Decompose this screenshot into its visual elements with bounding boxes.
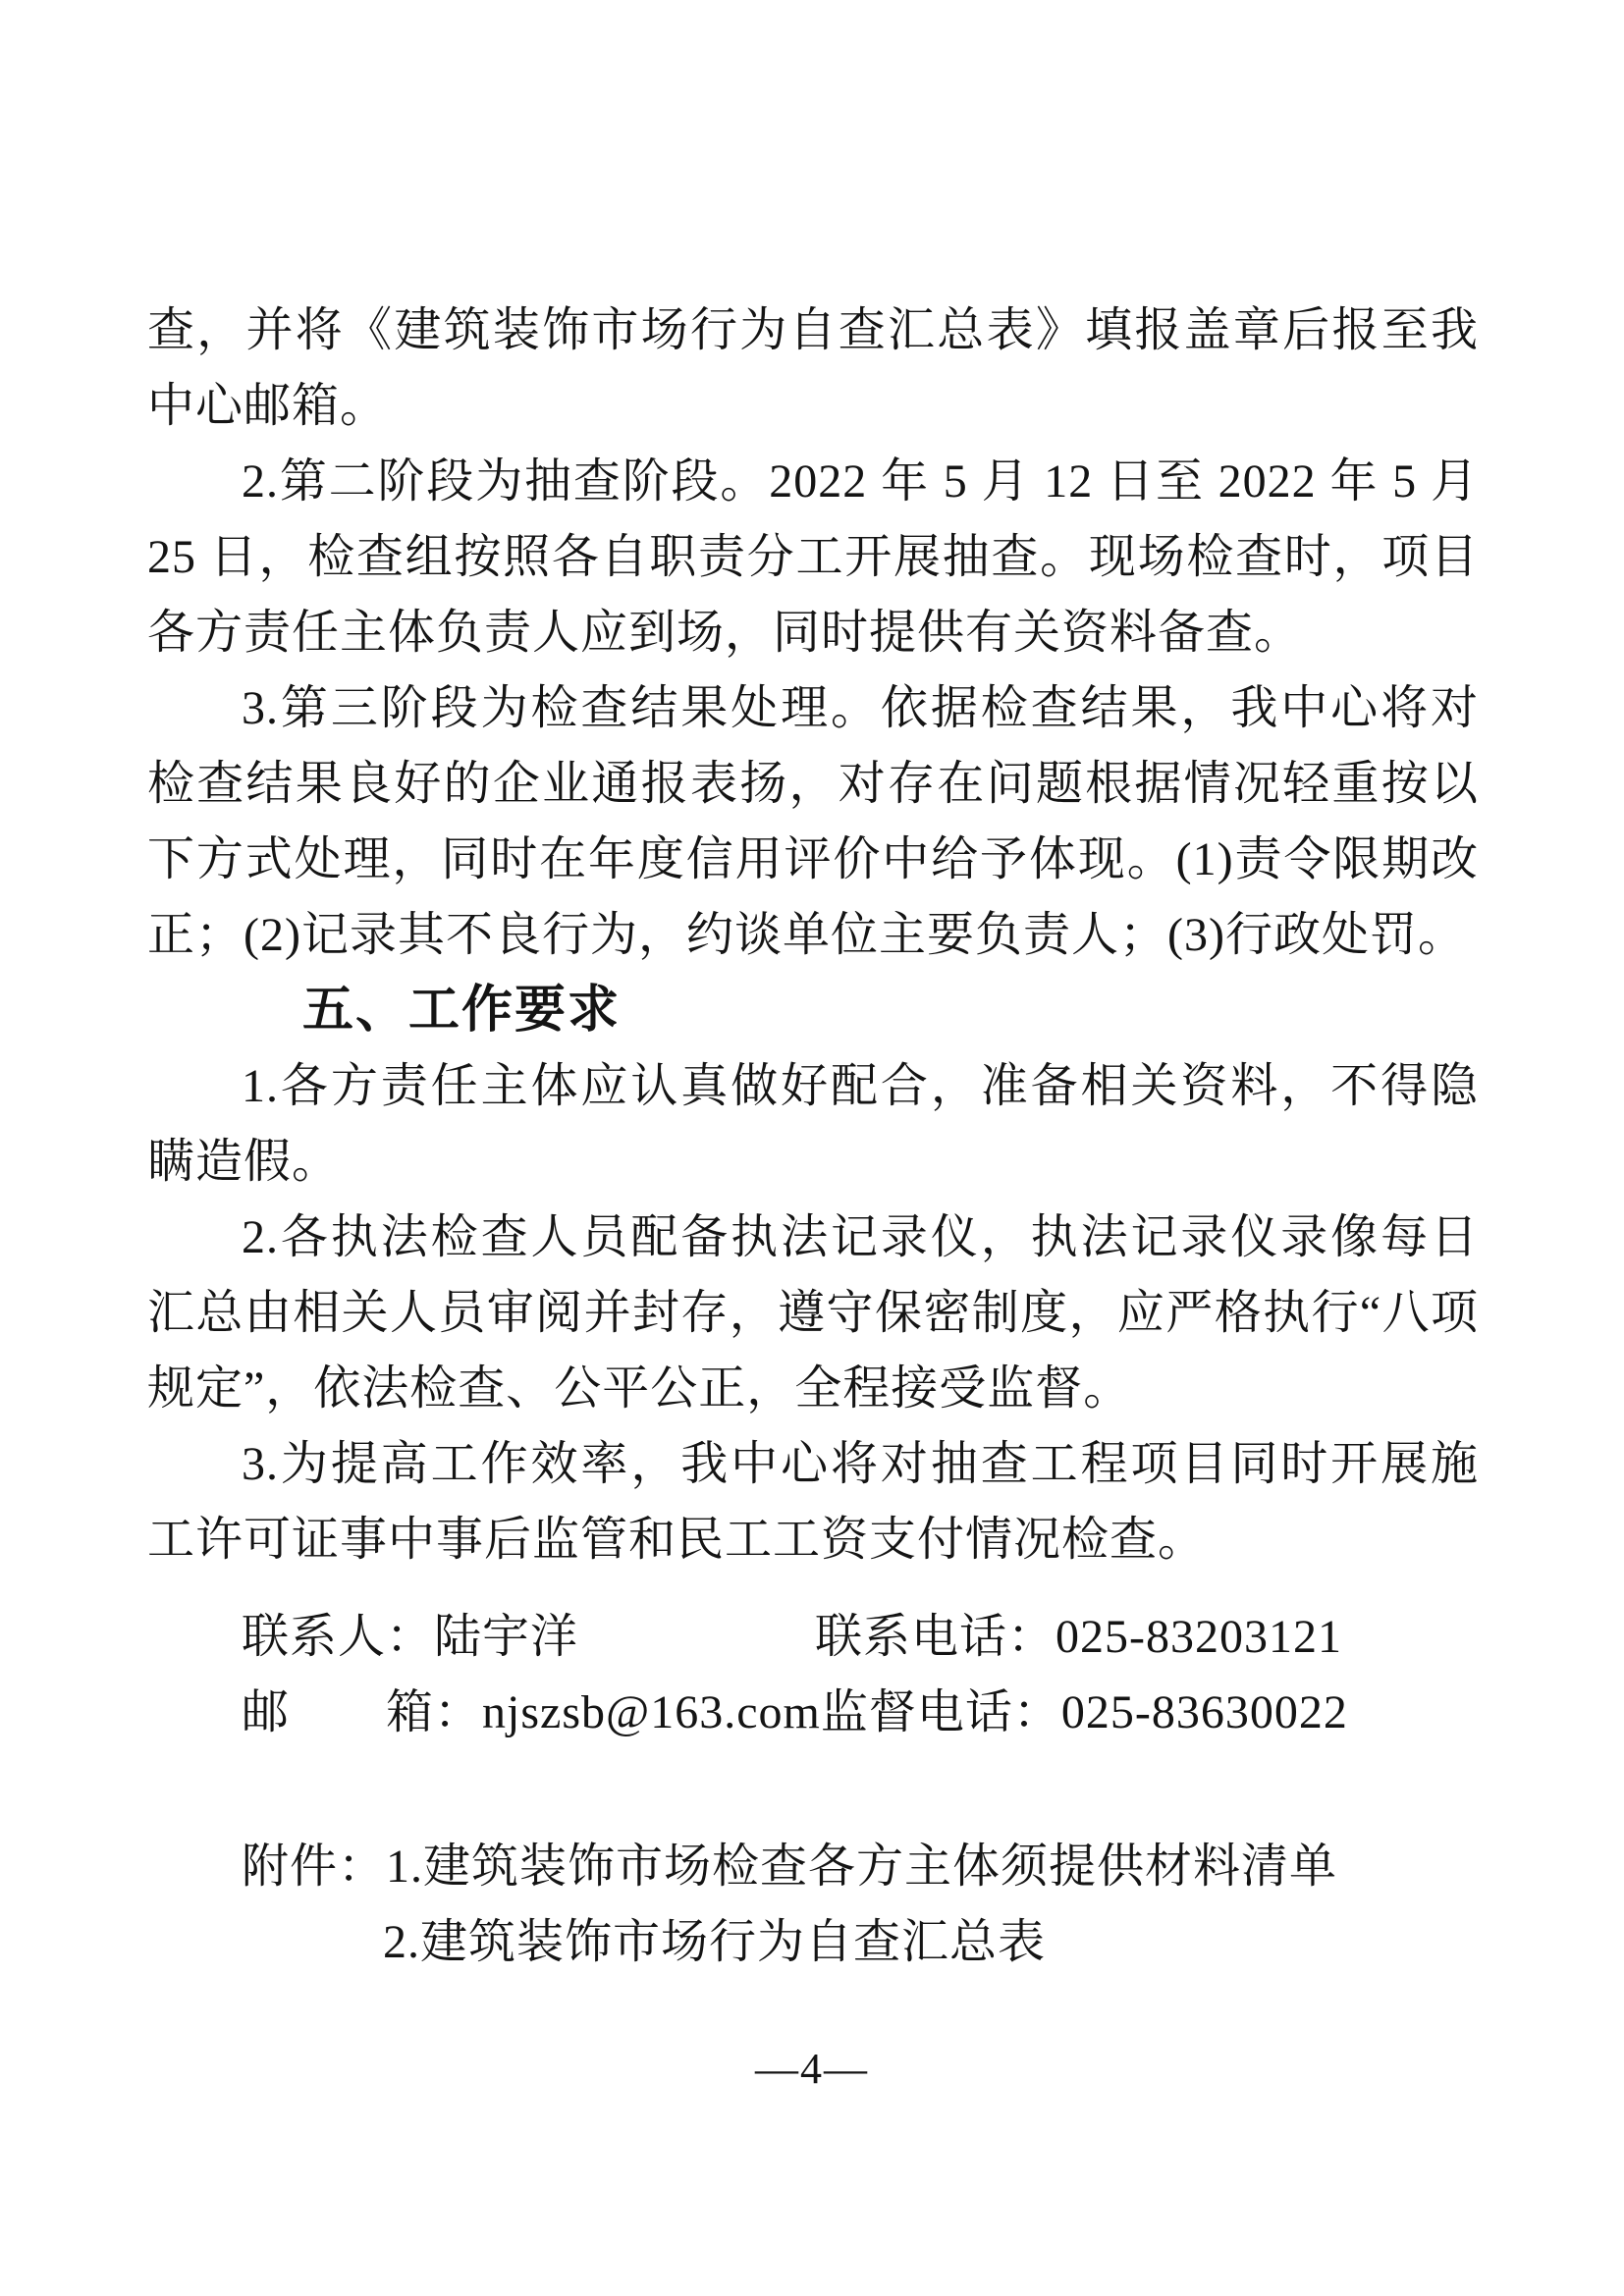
page-number: —4—	[755, 2045, 869, 2093]
paragraph-stage-3: 3.第三阶段为检查结果处理。依据检查结果，我中心将对检查结果良好的企业通报表扬，对存在问题根据情况轻重按以下方式处理，同时在年度信用评价中给予体现。(1)责令限期改正；(2)记录其不良行为，约谈单位主要负责人；(3)行政处罚。	[147, 682, 1479, 961]
attachment-item-2: 2.建筑装饰市场行为自查汇总表	[383, 1916, 1047, 1968]
supervision-phone-label: 监督电话：	[820, 1686, 1061, 1738]
contact-email	[242, 1675, 821, 1750]
attachment-line-1	[242, 1829, 1479, 1904]
contact-block	[147, 1599, 1479, 1750]
attachments-label: 附件：	[242, 1841, 387, 1893]
attachment-item-1: 1.建筑装饰市场检查各方主体须提供材料清单	[386, 1841, 1338, 1893]
contact-phone-label: 联系电话：	[815, 1611, 1056, 1663]
contact-person	[242, 1599, 815, 1675]
contact-phone-number: 025-83203121	[1056, 1611, 1342, 1663]
section-heading-work-requirements: 五、工作要求	[302, 982, 622, 1039]
contact-email-label: 邮 箱：	[242, 1686, 483, 1738]
paragraph-continuation: 查，并将《建筑装饰市场行为自查汇总表》填报盖章后报至我中心邮箱。	[147, 304, 1479, 432]
supervision-phone	[821, 1675, 1348, 1750]
contact-phone	[815, 1599, 1342, 1675]
supervision-phone-number: 025-83630022	[1060, 1686, 1348, 1738]
paragraph-stage-2: 2.第二阶段为抽查阶段。2022 年 5 月 12 日至 2022 年 5 月 25 日，检查组按照各自职责分工开展抽查。现场检查时，项目各方责任主体负责人应到场，同时提供有关资料备查。	[147, 455, 1479, 659]
paragraph-requirement-3: 3.为提高工作效率，我中心将对抽查工程项目同时开展施工许可证事中事后监管和民工工资支付情况检查。	[147, 1438, 1479, 1566]
contact-row-person-phone	[242, 1599, 1479, 1675]
attachments-block	[147, 1829, 1479, 1980]
document-body	[147, 293, 1479, 1980]
contact-person-label: 联系人：	[242, 1611, 435, 1663]
contact-person-name: 陆宇洋	[434, 1611, 579, 1663]
contact-email-address: njszsb@163.com	[482, 1686, 821, 1738]
paragraph-requirement-2: 2.各执法检查人员配备执法记录仪，执法记录仪录像每日汇总由相关人员审阅并封存，遵守保密制度，应严格执行“八项规定”，依法检查、公平公正，全程接受监督。	[147, 1211, 1479, 1415]
contact-row-email-supervision	[242, 1675, 1479, 1750]
paragraph-requirement-1: 1.各方责任主体应认真做好配合，准备相关资料，不得隐瞒造假。	[147, 1060, 1479, 1188]
